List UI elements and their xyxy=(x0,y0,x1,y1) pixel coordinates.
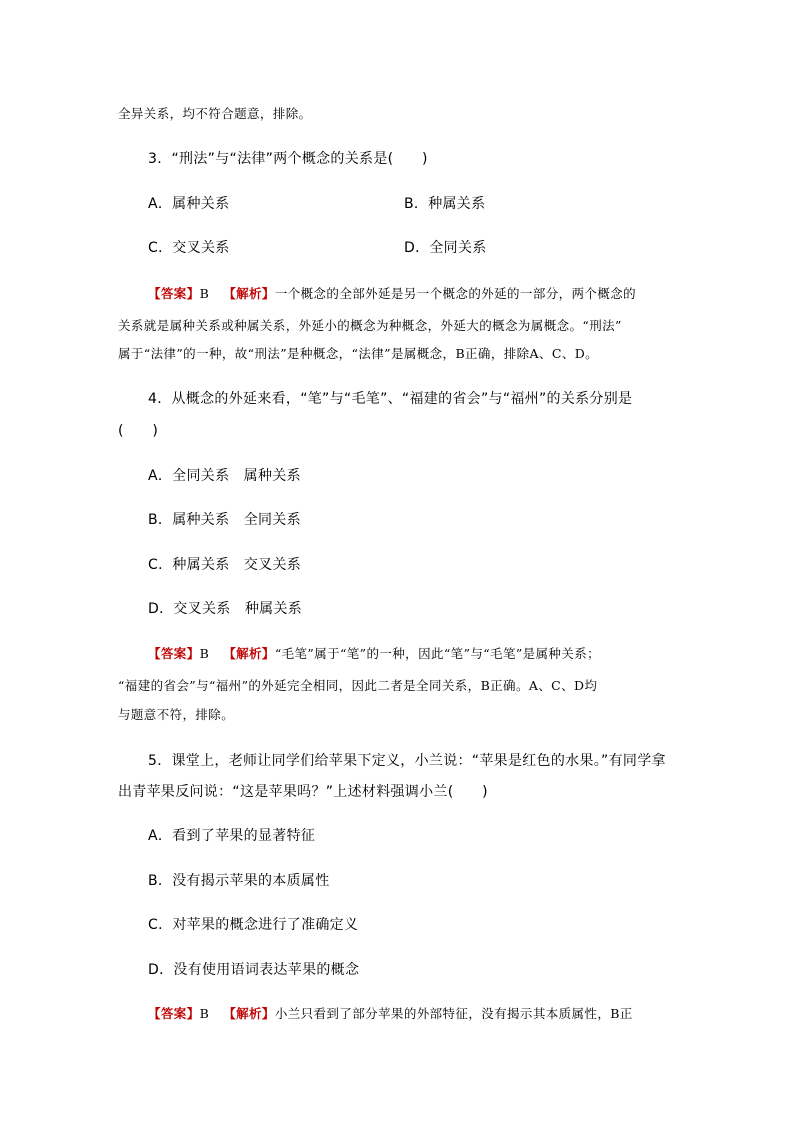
question-5-analysis-text-1: 小兰只看到了部分苹果的外部特征，没有揭示其本质属性，B正 xyxy=(274,1006,633,1021)
question-5-option-c: C．对苹果的概念进行了准确定义 xyxy=(148,917,359,933)
question-5-stem-line-2: 出青苹果反问说：“这是苹果吗？”上述材料强调小兰( ) xyxy=(118,784,488,800)
question-5-option-a: A．看到了苹果的显著特征 xyxy=(148,828,316,844)
question-5-option-b: B．没有揭示苹果的本质属性 xyxy=(148,873,330,889)
question-4-analysis-line-2: “福建的省会”与“福州”的外延完全相同，因此二者是全同关系，B正确。A、C、D均 xyxy=(118,678,598,693)
analysis-tag: 【解析】 xyxy=(223,1006,275,1021)
question-5-analysis-line-1 xyxy=(148,1004,633,1022)
analysis-tag: 【解析】 xyxy=(223,646,275,661)
question-3-stem: 3．“刑法”与“法律”两个概念的关系是( ) xyxy=(148,151,428,167)
question-4-option-b: B．属种关系 全同关系 xyxy=(148,512,301,528)
question-4-analysis-text-1: “毛笔”属于“笔”的一种，因此“笔”与“毛笔”是属种关系； xyxy=(274,646,601,661)
question-3-analysis-line-1 xyxy=(148,284,636,302)
question-4-stem-line-1: 4．从概念的外延来看，“笔”与“毛笔”、“福建的省会”与“福州”的关系分别是 xyxy=(148,391,633,407)
question-5-option-d: D．没有使用语词表达苹果的概念 xyxy=(148,962,360,978)
question-3-option-d: D．全同关系 xyxy=(404,240,487,256)
question-4-option-a: A．全同关系 属种关系 xyxy=(148,468,301,484)
question-5-answer: B xyxy=(199,1006,210,1021)
answer-tag: 【答案】 xyxy=(148,286,200,301)
question-5-stem-line-1: 5．课堂上，老师让同学们给苹果下定义，小兰说：“苹果是红色的水果。”有同学拿 xyxy=(148,753,666,769)
question-3-analysis-line-2: 关系就是属种关系或种属关系，外延小的概念为种概念，外延大的概念为属概念。“刑法” xyxy=(118,318,622,333)
question-3-option-c: C．交叉关系 xyxy=(148,240,230,256)
question-4-option-c: C．种属关系 交叉关系 xyxy=(148,557,302,573)
answer-tag: 【答案】 xyxy=(148,1006,200,1021)
question-3-option-b: B．种属关系 xyxy=(404,196,486,212)
question-3-option-a: A．属种关系 xyxy=(148,196,230,212)
answer-tag: 【答案】 xyxy=(148,646,200,661)
question-4-answer: B xyxy=(199,646,210,661)
question-4-stem-line-2: ( ) xyxy=(118,423,159,439)
analysis-tag: 【解析】 xyxy=(223,286,275,301)
analysis-continuation-line: 全异关系，均不符合题意，排除。 xyxy=(118,106,312,121)
question-3-answer: B xyxy=(199,286,210,301)
question-4-option-d: D．交叉关系 种属关系 xyxy=(148,601,303,617)
question-3-analysis-text-1: 一个概念的全部外延是另一个概念的外延的一部分，两个概念的 xyxy=(274,286,637,301)
question-4-analysis-line-3: 与题意不符，排除。 xyxy=(118,707,235,722)
question-4-analysis-line-1 xyxy=(148,644,600,662)
question-3-analysis-line-3: 属于“法律”的一种，故“刑法”是种概念，“法律”是属概念，B正确，排除A、C、D。 xyxy=(118,346,599,361)
